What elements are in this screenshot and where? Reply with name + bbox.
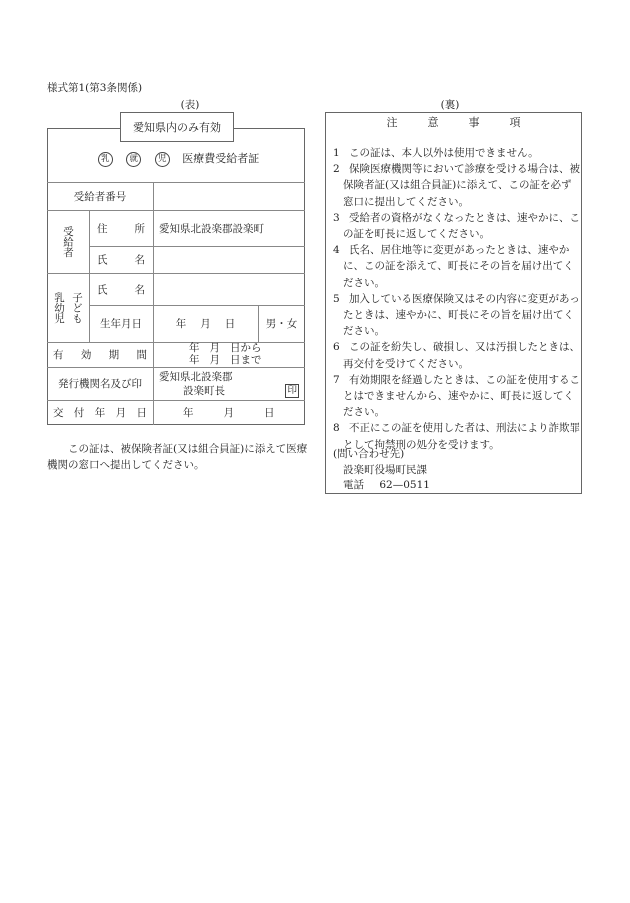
child-birthdate-field[interactable]	[153, 305, 258, 342]
label-char: 住	[97, 222, 108, 235]
label-char: 年	[94, 407, 106, 419]
recipient-name-label	[89, 246, 153, 273]
label-char: 期	[108, 349, 120, 361]
note-text: 加入している医療保険又はその内容に変更があったときは、速やかに、町長にその旨を届け出てください。	[343, 292, 580, 338]
note-text: この証は、本人以外は使用できません。	[349, 147, 539, 159]
label-char: 氏	[97, 254, 108, 266]
issuer-field	[153, 367, 305, 400]
validity-field[interactable]	[153, 342, 305, 367]
note-item	[333, 145, 581, 161]
note-number: 7	[333, 373, 340, 386]
note-number: 3	[333, 211, 340, 224]
year-unit: 年	[189, 342, 200, 354]
front-side-label: (表)	[180, 99, 200, 111]
child-birthdate-label: 生年月日	[100, 318, 142, 330]
recipient-number-label: 受給者番号	[73, 190, 127, 203]
issuer-line1: 愛知県北設楽郡	[159, 370, 233, 383]
note-text: この証を紛失し、破損し、又は汚損したときは、再交付を受けてください。	[343, 341, 580, 370]
validity-from	[189, 343, 262, 355]
form-number-label: 様式第1(第3条関係)	[47, 82, 143, 94]
note-text: 保険医療機関等において診療を受ける場合は、被保険者証(又は組合員証)に添えて、この証を必ず窓口に提出してください。	[343, 163, 580, 208]
label-char: 付	[73, 407, 85, 419]
recipient-address-label	[89, 210, 153, 246]
child-sex-field[interactable]: 男・女	[265, 318, 298, 330]
validity-to	[189, 355, 262, 367]
child-name-label	[89, 273, 153, 305]
recipient-group-label: 受給者	[62, 225, 74, 258]
month-unit: 月	[209, 342, 220, 354]
label-char: 月	[115, 407, 127, 419]
contact-phone-row	[333, 478, 573, 494]
label-char: 間	[136, 349, 147, 361]
circled-char-ji: 児	[155, 152, 170, 167]
child-group-label-col2: 子ども	[71, 291, 83, 324]
label-char: 名	[134, 283, 145, 296]
recipient-name-field[interactable]	[153, 246, 305, 273]
recipient-number-field[interactable]	[153, 182, 305, 210]
circled-char-nyu: 乳	[98, 152, 113, 167]
title-char: 注	[386, 116, 398, 129]
label-char: 効	[80, 349, 92, 361]
note-number: 4	[333, 244, 340, 257]
month-unit: 月	[200, 318, 211, 330]
label-char: 交	[53, 407, 64, 419]
note-item	[333, 291, 581, 340]
year-unit: 年	[189, 353, 200, 366]
contact-office: 設楽町役場町民課	[343, 463, 427, 476]
note-text: 氏名、居住地等に変更があったときは、速やかに、この証を添えて、町長にその旨を届け出てください。	[343, 244, 574, 289]
year-unit: 年	[183, 407, 194, 419]
issuer-line2-row	[159, 384, 299, 398]
note-text: 有効期限を経過したときは、この証を使用することはできませんから、速やかに、町長に返してください。	[343, 373, 580, 419]
month-unit: 月	[223, 407, 234, 419]
note-number: 2	[333, 163, 340, 176]
recipient-address-field[interactable]: 愛知県北設楽郡設楽町	[159, 222, 264, 235]
note-item	[333, 242, 581, 291]
seal-mark: 印	[287, 384, 297, 396]
note-item	[333, 339, 581, 371]
day-from-unit: 日から	[230, 342, 262, 354]
phone-number: 62—0511	[379, 479, 430, 491]
note-text: 不正にこの証を使用した者は、刑法により詐欺罪として拘禁刑の処分を受けます。	[343, 422, 580, 451]
note-number: 1	[333, 147, 340, 159]
title-char: 意	[427, 116, 439, 129]
year-unit: 年	[175, 318, 187, 330]
child-name-field[interactable]	[153, 273, 305, 305]
day-unit: 日	[224, 318, 236, 330]
label-char: 日	[136, 407, 147, 419]
back-side-label: (裏)	[440, 99, 460, 111]
title-char: 事	[468, 116, 480, 129]
month-unit: 月	[209, 353, 220, 366]
label-char: 氏	[97, 283, 108, 296]
child-group-label-col1: 乳幼児	[53, 291, 65, 324]
note-number: 5	[333, 292, 340, 305]
day-unit: 日	[264, 407, 275, 419]
label-char: 有	[53, 349, 64, 361]
note-number: 6	[333, 341, 340, 354]
issuer-label: 発行機関名及び印	[58, 378, 142, 390]
note-number: 8	[333, 422, 340, 435]
front-note: この証は、被保険者証(又は組合員証)に添えて医療機関の窓口へ提出してください。	[47, 443, 308, 471]
contact-block	[333, 447, 573, 494]
validity-label	[47, 342, 153, 367]
back-title	[325, 114, 582, 130]
valid-area-box: 愛知県内のみ有効	[120, 112, 234, 142]
note-item	[333, 372, 581, 421]
card-title-text: 医療費受給者証	[182, 152, 260, 165]
phone-label: 電話	[343, 479, 364, 491]
issuer-line2: 設楽町長	[183, 384, 225, 397]
notes-list	[333, 145, 581, 453]
contact-heading: (問い合わせ先)	[333, 448, 405, 460]
note-item	[333, 161, 581, 210]
note-text: 受給者の資格がなくなったときは、速やかに、この証を町長に返してください。	[343, 211, 580, 241]
issue-date-field[interactable]	[153, 400, 305, 425]
circled-char-shu: 就	[126, 152, 141, 167]
issue-date-label	[47, 400, 153, 425]
day-to-unit: 日まで	[230, 353, 262, 366]
card-title	[47, 150, 305, 167]
note-item	[333, 210, 581, 242]
title-char: 項	[509, 116, 521, 129]
child-group-label	[47, 273, 89, 342]
label-char: 名	[134, 254, 145, 266]
label-char: 所	[134, 222, 145, 235]
